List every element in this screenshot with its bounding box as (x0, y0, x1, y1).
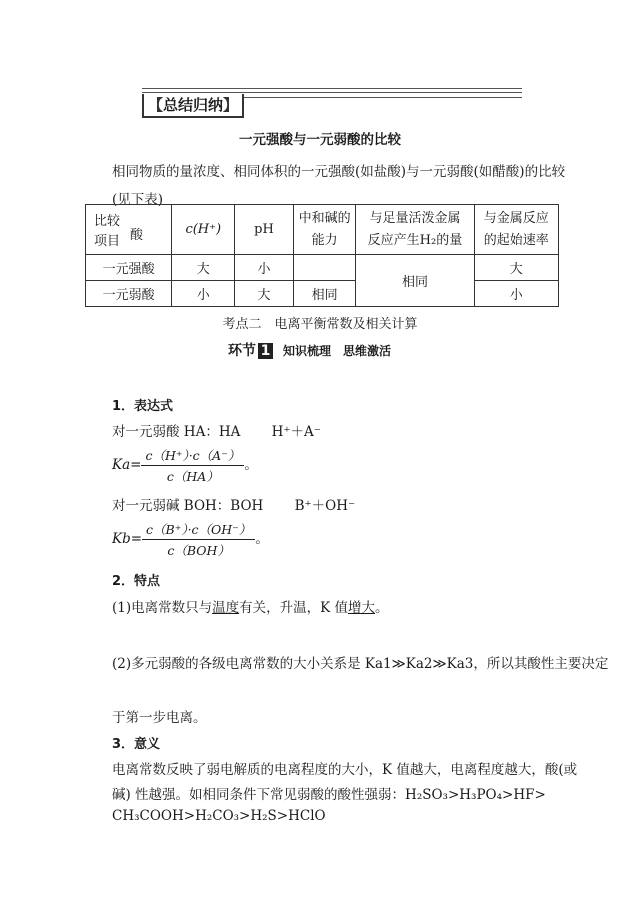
col-header-ph: pH (235, 205, 294, 255)
row2-neutralize: 相同 (293, 281, 356, 307)
kb-denominator: c（BOH） (167, 543, 230, 558)
significance-line-2: 碱) 性越强。如相同条件下常见弱酸的酸性强弱：H₂SO₃>H₃PO₄>HF> (112, 787, 546, 803)
row1-name: 一元强酸 (86, 255, 172, 281)
feature-1 (112, 596, 389, 616)
ka-fraction (141, 446, 244, 485)
feature-2: (2)多元弱酸的各级电离常数的大小关系是 Ka1≫Ka2≫Ka3，所以其酸性主要决定 (112, 656, 609, 672)
col-zn-line2: 反应产生H₂的量 (367, 232, 463, 248)
col-rate-line1: 与金属反应 (483, 210, 549, 226)
kb-end-mark: 。 (255, 531, 269, 547)
merged-same-cell: 相同 (356, 255, 474, 307)
col-neutralize-line1: 中和碱的 (298, 210, 351, 226)
row1-ph: 小 (235, 255, 294, 281)
feature-1-blank-increase: 增大 (348, 600, 376, 616)
ka-label: Ka= (112, 457, 142, 473)
heading-significance: 3．意义 (112, 737, 161, 752)
col-header-zn (356, 205, 474, 255)
huanjie-heading (228, 340, 391, 360)
ka-formula (112, 446, 258, 485)
col-rate-line2: 的起始速率 (483, 232, 549, 248)
intro-line-1: 相同物质的量浓度、相同体积的一元强酸(如盐酸)与一元弱酸(如醋酸)的比较 (112, 164, 566, 180)
significance-line-3: CH₃COOH>H₂CO₃>H₂S>HClO (112, 808, 326, 824)
significance-line-1: 电离常数反映了弱电解质的电离程度的大小，K 值越大，电离程度越大，酸(或 (112, 762, 578, 778)
summary-badge-label: 总结归纳 (162, 96, 223, 114)
base-equation: 对一元弱碱 BOH：BOH B⁺＋OH⁻ (112, 498, 356, 514)
col-neutralize-line2: 能力 (311, 232, 338, 248)
row2-rate: 小 (474, 281, 558, 307)
feature-1-b: 有关，升温，K 值 (239, 600, 349, 616)
kb-label: Kb= (112, 531, 143, 547)
feature-1-a: (1)电离常数只与 (112, 600, 213, 616)
summary-badge: 【总结归纳】 (142, 94, 244, 118)
ka-denominator: c（HA） (166, 469, 219, 484)
kb-fraction (142, 520, 255, 559)
corner-bottom-label: 项目 (94, 234, 121, 249)
kb-numerator: c（B⁺）·c（OH⁻） (142, 520, 255, 540)
row2-ph: 大 (235, 281, 294, 307)
acid-equation: 对一元弱酸 HA：HA H⁺＋A⁻ (112, 424, 321, 440)
row2-c: 小 (172, 281, 235, 307)
kaodian-heading: 考点二 电离平衡常数及相关计算 (222, 317, 418, 332)
heading-features: 2．特点 (112, 574, 161, 589)
ka-numerator: c（H⁺）·c（A⁻） (141, 446, 244, 466)
table-row (86, 281, 559, 307)
huanjie-number-badge: 1 (258, 343, 273, 359)
col-header-rate (474, 205, 558, 255)
corner-top-label: 比较 (94, 214, 121, 229)
feature-2-continued: 于第一步电离。 (112, 710, 207, 726)
comparison-table (85, 204, 559, 307)
feature-1-blank-temperature: 温度 (212, 600, 240, 616)
row1-c: 大 (172, 255, 235, 281)
table-header-row (86, 205, 559, 255)
row2-name: 一元弱酸 (86, 281, 172, 307)
heading-expression: 1．表达式 (112, 399, 174, 414)
ka-end-mark: 。 (244, 457, 258, 473)
row1-rate: 大 (474, 255, 558, 281)
table-corner-cell (86, 205, 172, 255)
corner-mid-label: 酸 (130, 228, 144, 243)
section-title: 一元强酸与一元弱酸的比较 (239, 132, 401, 148)
col-zn-line1: 与足量活泼金属 (369, 210, 461, 226)
table-row (86, 255, 559, 281)
row1-neutralize (293, 255, 356, 281)
feature-1-c: 。 (375, 600, 389, 616)
col-header-c: c(H⁺) (172, 205, 235, 255)
huanjie-prefix: 环节 (228, 343, 256, 359)
intro-line-2: (见下表) (112, 192, 164, 208)
huanjie-subtitle: 知识梳理 思维激活 (283, 344, 392, 358)
col-header-neutralize (293, 205, 356, 255)
kb-formula (112, 520, 269, 559)
